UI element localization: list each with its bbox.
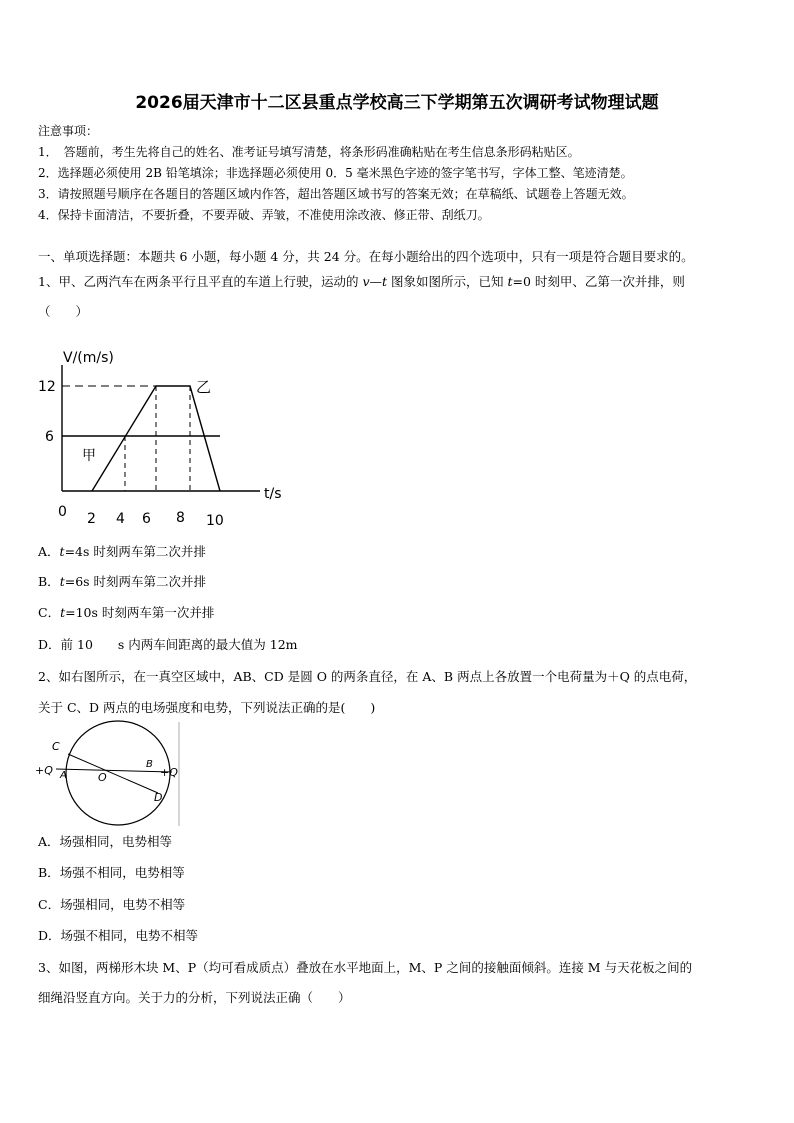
question-2-line-1: 2、如右图所示，在一真空区域中，AB、CD 是圆 O 的两条直径，在 A、B 两点上各放置一个电荷量为＋Q 的点电荷，	[38, 669, 697, 684]
xtick-2: 2	[87, 511, 96, 527]
q1-stem-part-c: =0 时刻甲、乙第一次并排，则	[512, 274, 685, 289]
label-jia: 甲	[82, 448, 96, 464]
label-yi: 乙	[196, 378, 212, 396]
question-1-stem	[38, 272, 685, 290]
point-o-label: O	[98, 771, 107, 784]
vt-graph	[30, 345, 310, 535]
circle-o	[66, 721, 170, 825]
x-axis-label: t/s	[264, 486, 282, 502]
origin-label: 0	[58, 504, 67, 520]
point-a-label: A	[60, 770, 67, 781]
q2-option-d: D．场强不相同，电势不相等	[38, 928, 199, 943]
line-yi	[92, 386, 220, 491]
diameter-ab	[56, 769, 172, 772]
question-3-line-2: 细绳沿竖直方向。关于力的分析，下列说法正确（ ）	[38, 990, 351, 1005]
ytick-6: 6	[45, 429, 54, 445]
q1-stem-part-a: 1、甲、乙两汽车在两条平行且平直的车道上行驶，运动的	[38, 274, 363, 289]
diameter-cd	[68, 754, 158, 793]
section-heading: 一、单项选择题：本题共 6 小题，每小题 4 分，共 24 分。在每小题给出的四个选项中，只有一项是符合题目要求的。	[38, 249, 694, 264]
xtick-8: 8	[176, 510, 185, 526]
charge-right-label: +Q	[160, 766, 178, 779]
xtick-6: 6	[142, 511, 151, 527]
question-3-line-1: 3、如图，两梯形木块 M、P（均可看成质点）叠放在水平地面上，M、P 之间的接触面倾斜。连接 M 与天花板之间的	[38, 960, 693, 975]
q1-stem-vt: v—t	[362, 274, 388, 289]
question-2-line-2: 关于 C、D 两点的电场强度和电势，下列说法正确的是( )	[38, 700, 376, 715]
xtick-4: 4	[116, 511, 125, 527]
notice-header: 注意事项：	[38, 124, 99, 138]
circle-figure	[34, 720, 194, 828]
notice-item-4: 4．保持卡面清洁，不要折叠，不要弄破、弄皱，不准使用涂改液、修正带、刮纸刀。	[38, 208, 490, 222]
point-d-label: D	[154, 791, 163, 804]
q1-stem-t: t	[507, 274, 513, 289]
point-b-label: B	[146, 759, 153, 770]
y-axis-label: V/(m/s)	[63, 350, 114, 366]
notice-item-2: 2．选择题必须使用 2B 铅笔填涂；非选择题必须使用 0．5 毫米黑色字迹的签字笔书写，字体工整、笔迹清楚。	[38, 166, 633, 180]
question-1-bracket: （ ）	[38, 304, 89, 319]
q1-option-a: A．t=4s 时刻两车第二次并排	[38, 544, 206, 559]
q2-option-a: A．场强相同，电势相等	[38, 834, 173, 849]
q1-option-d: D．前 10 s 内两车间距离的最大值为 12m	[38, 637, 298, 652]
page-title: 2026届天津市十二区县重点学校高三下学期第五次调研考试物理试题	[135, 93, 659, 113]
q2-option-b: B．场强不相同，电势相等	[38, 865, 185, 880]
notice-item-3: 3．请按照题号顺序在各题目的答题区域内作答，超出答题区域书写的答案无效；在草稿纸、试题卷上答题无效。	[38, 187, 634, 201]
ytick-12: 12	[38, 379, 56, 395]
q1-stem-part-b: 图象如图所示，已知	[387, 274, 508, 289]
q2-option-c: C．场强相同，电势不相等	[38, 897, 186, 912]
q1-option-c: C．t=10s 时刻两车第一次并排	[38, 605, 215, 620]
q1-option-b: B．t=6s 时刻两车第二次并排	[38, 574, 207, 589]
charge-left-label: +Q	[35, 764, 53, 777]
xtick-10: 10	[206, 513, 224, 529]
point-c-label: C	[52, 740, 60, 753]
notice-item-1: 1． 答题前，考生先将自己的姓名、准考证号填写清楚，将条形码准确粘贴在考生信息条形码粘贴区。	[38, 145, 580, 159]
